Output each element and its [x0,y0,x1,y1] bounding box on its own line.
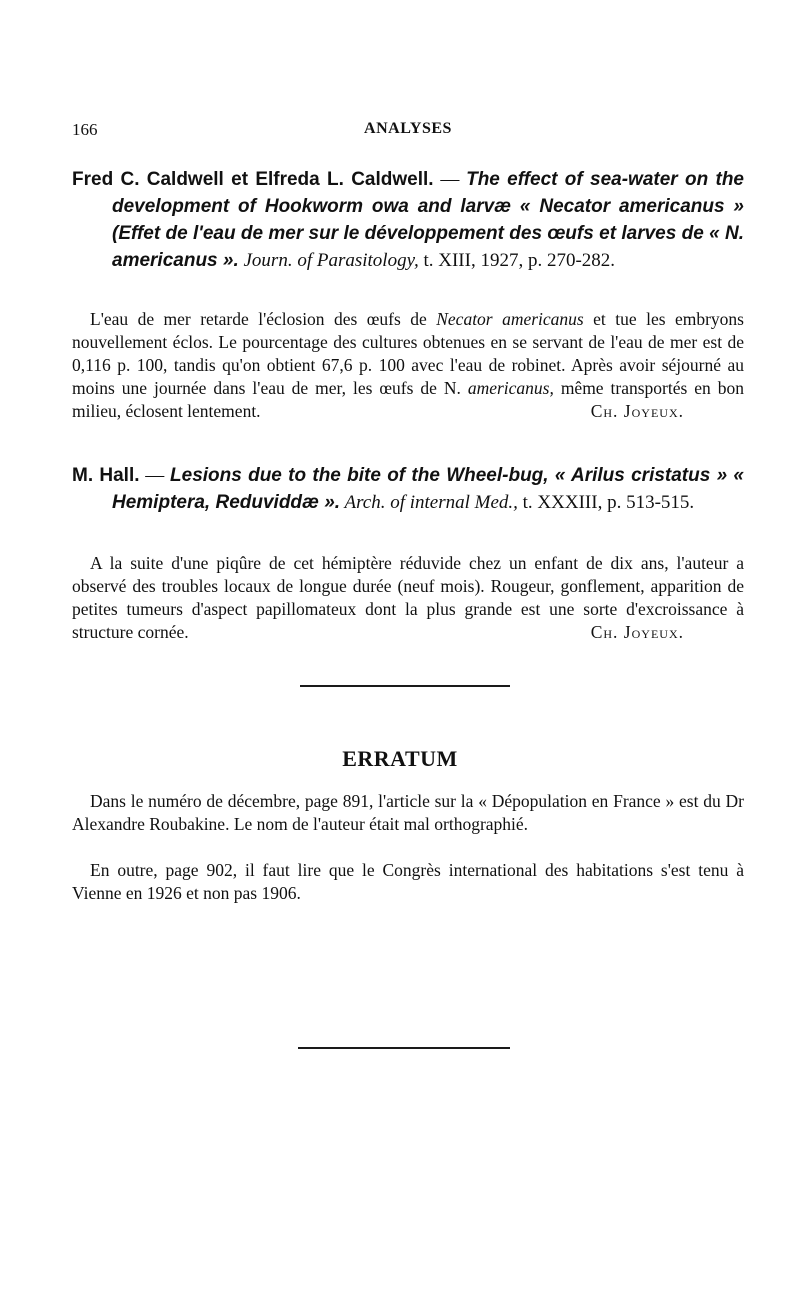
entry2-authors: M. Hall. [72,465,140,486]
entry1-abstract [72,308,744,423]
entry1-body-species2: americanus, [467,378,554,398]
running-head [72,120,744,144]
erratum-para2: En outre, page 902, il faut lire que le Congrès international des habitations s'est tenu à Vienne en 1926 et non pas 1906. [72,860,744,903]
entry1-signature: Ch. Joyeux. [590,401,684,421]
entry1-body-part3: même transportés en bon milieu, éclosent lentement. [72,378,744,421]
entry1-body-part1: L'eau de mer retarde l'éclosion des œufs de [90,309,437,329]
entry2-journal: Arch. of internal Med., [340,492,518,513]
entry2-dash: — [139,465,171,486]
entry1-body-species: Necator americanus [436,309,584,329]
entry2-citation: t. XXXIII, p. 513-515. [517,492,695,513]
entry1-citation: t. XIII, 1927, p. 270-282. [418,250,616,271]
entry2-abstract [72,552,744,644]
entry2-signature: Ch. Joyeux. [590,622,684,642]
entry1-authors: Fred C. Caldwell et Elfreda L. Caldwell. [72,169,434,190]
running-title: ANALYSES [364,120,452,137]
entry1-journal: Journ. of Parasitology, [238,250,419,271]
entry2-title: Lesions due to the bite of the Wheel-bug, « Arilus cristatus » « Hemiptera, Reduviddæ ». [112,465,744,513]
erratum-paragraph-2 [72,859,744,905]
entry1-title: The effect of sea-water on the development of Hookworm owa and larvæ « Necator americanus » (Effet de l'eau de mer sur le développement des œufs et larves de « N. americanus ». [112,169,744,271]
section-divider [300,685,510,687]
erratum-paragraph-1 [72,790,744,836]
erratum-title: ERRATUM [342,746,458,771]
erratum-para1: Dans le numéro de décembre, page 891, l'article sur la « Dépopulation en France » est du Dr Alexandre Roubakine. Le nom de l'auteur était mal orthographié. [72,791,744,834]
entry1-dash: — [433,169,467,190]
end-divider [298,1047,510,1049]
entry2-body: A la suite d'une piqûre de cet hémiptère réduvide chez un enfant de dix ans, l'auteur a observé des troubles locaux de longue durée (neuf mois). Rougeur, gonflement, apparition de petites tumeurs d'aspect papillomateux dont la plus grande est une sorte d'excroissance à structure cornée. [72,553,744,642]
entry1-reference [72,166,744,274]
page-number: 166 [72,120,98,139]
entry1-body-part2: et tue les embryons nouvellement éclos. Le pourcentage des cultures obtenues en se servant de l'eau de mer est de 0,116 p. 100, tandis qu'on obtient 67,6 p. 100 avec l'eau de robinet. Après avoir séjourné au moins une journée dans l'eau de mer, les œufs de N. [72,309,744,398]
entry2-reference [72,462,744,516]
